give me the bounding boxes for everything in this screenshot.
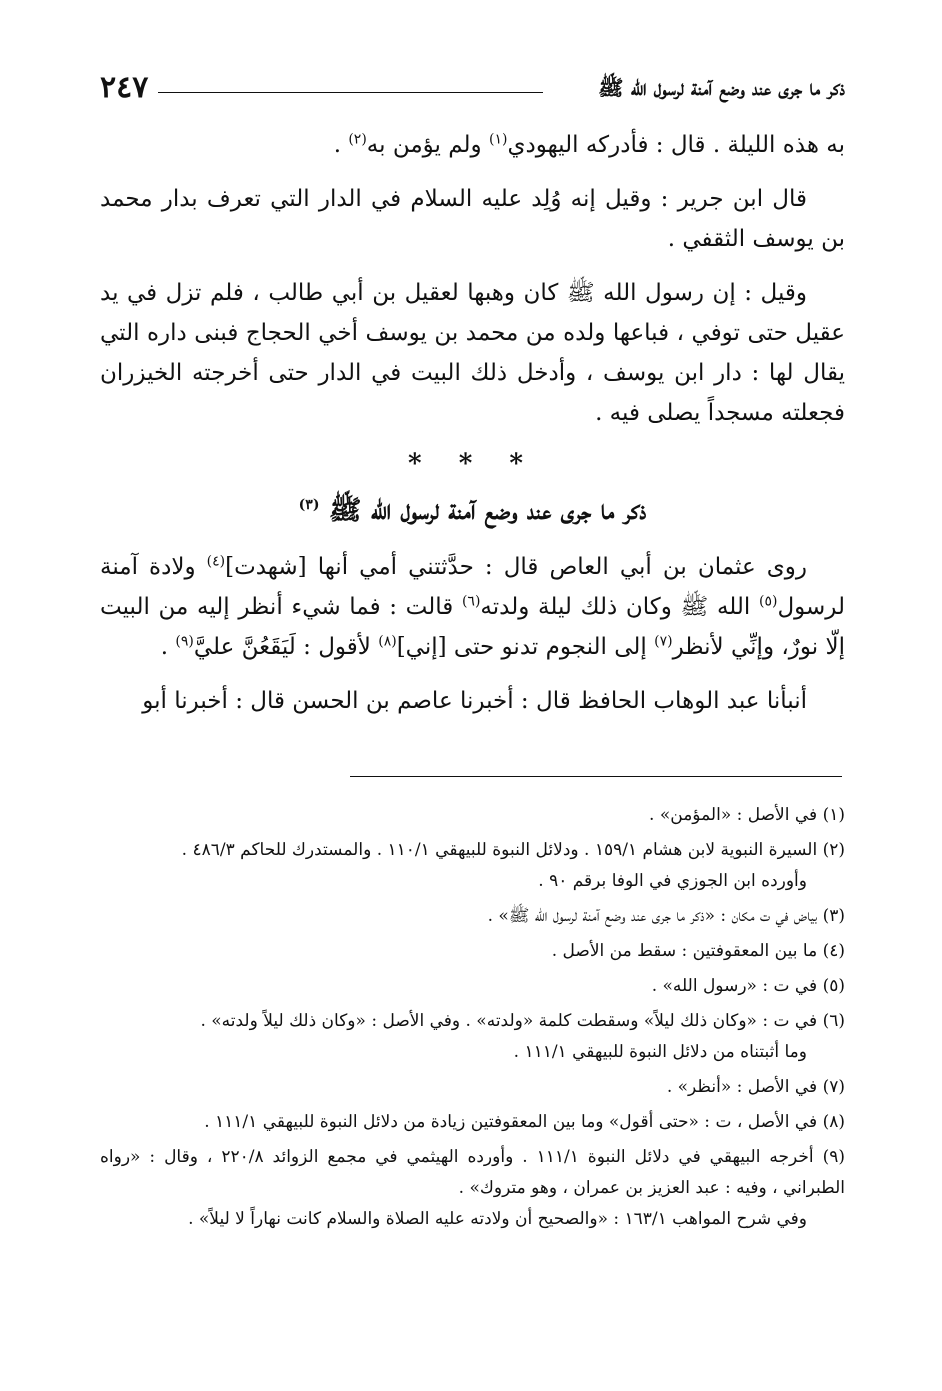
main-text [100, 125, 845, 735]
section-heading: ذكر ما جرى عند وضع آمنة لرسول الله ﷺ $^{(٣)}$ [298, 495, 647, 526]
footnote-5: (٥) في ت : «رسول الله» . [651, 976, 845, 996]
footnote-1: (١) في الأصل : «المؤمن» . [649, 805, 845, 825]
footnote-6-continuation: وما أثبتناه من دلائل النبوة للبيهقي ١١١/١ . [513, 1042, 807, 1062]
page-header [100, 68, 845, 108]
header-rule [158, 92, 543, 93]
footnote-ref-7: (٧) [654, 633, 673, 650]
footnote-6: (٦) في ت : «وكان ذلك ليلاً» وسقطت كلمة «ولدته» . وفي الأصل : «وكان ذلك ليلاً ولدته» . وما أثبتناه من دلائل النبوة للبيهقي ١١١/١ . [100, 1006, 845, 1068]
footnotes [100, 800, 845, 1239]
footnote-ref-6: (٦) [461, 593, 481, 610]
footnote-2-continuation: وأورده ابن الجوزي في الوفا برقم ٩٠ . [538, 871, 807, 891]
paragraph-4: روى عثمان بن أبي العاص قال : حدَّثتني أمي أنها [شهدت]$^{(٤)}$ ولادة آمنة لرسول$^{(٥)}$ الله ﷺ وكان ذلك ليلة ولدته$^{(٦)}$ قالت : فما شيء أنظر إليه من البيت إلّا نورٌ، وإنِّي لأنظر$^{(٧)}$ إلى النجوم تدنو حتى [إني]$^{(٨)}$ لأقول : لَيَقَعُنَّ عليَّ$^{(٩)}$ . [100, 553, 845, 660]
footnote-ref-8: (٨) [378, 633, 397, 650]
paragraph-3: وقيل : إن رسول الله ﷺ كان وهبها لعقيل بن أبي طالب ، فلم تزل في يد عقيل حتى توفي ، فباعها ولده من محمد بن يوسف أخي الحجاج فبنى داره التي يقال لها : دار ابن يوسف ، وأدخل ذلك البيت في الدار حتى أخرجته الخيزران فجعلته مسجداً يصلى فيه . [100, 280, 845, 426]
footnote-8: (٨) في الأصل ، ت : «حتى أقول» وما بين المعقوفتين زيادة من دلائل النبوة للبيهقي ١١١/١ . [204, 1112, 845, 1132]
footnote-9: (٩) أخرجه البيهقي في دلائل النبوة ١١١/١ . وأورده الهيثمي في مجمع الزوائد ٢٢٠/٨ ، وقال : «رواه الطبراني ، وفيه : عبد العزيز بن عمران ، وهو متروك» . وفي شرح المواهب ١٦٣/١ : «والصحيح أن ولادته عليه الصلاة والسلام كانت نهاراً لا ليلاً» . [100, 1142, 845, 1235]
paragraph-1: به هذه الليلة . قال : فأدركه اليهودي$^{(١)}$ ولم يؤمن به$^{(٢)}$ . [333, 131, 845, 158]
footnote-ref-3: (٣) [298, 497, 320, 513]
footnote-ref-2: (٢) [348, 131, 367, 148]
paragraph-2: قال ابن جرير : وقيل إنه وُلِد عليه السلام في الدار التي تعرف بدار محمد بن يوسف الثقفي . [100, 186, 845, 252]
footnote-ref-9: (٩) [175, 633, 194, 650]
footnote-ref-1: (١) [488, 131, 508, 148]
running-title: ذكر ما جرى عند وضع آمنة لرسول الله ﷺ [598, 75, 845, 100]
page-number: ٢٤٧ [100, 70, 149, 105]
footnote-ref-5: (٥) [758, 593, 778, 610]
footnote-2: (٢) السيرة النبوية لابن هشام ١٥٩/١ . ودلائل النبوة للبيهقي ١١٠/١ . والمستدرك للحاكم ٤٨٦/٣ . وأورده ابن الجوزي في الوفا برقم ٩٠ . [100, 835, 845, 897]
footnote-rule [350, 776, 842, 777]
footnote-7: (٧) في الأصل : «أنظر» . [666, 1077, 845, 1097]
paragraph-5: أنبأنا عبد الوهاب الحافظ قال : أخبرنا عاصم بن الحسن قال : أخبرنا أبو [142, 688, 807, 714]
footnote-9-continuation: وفي شرح المواهب ١٦٣/١ : «والصحيح أن ولادته عليه الصلاة والسلام كانت نهاراً لا ليلاً» . [188, 1209, 807, 1229]
section-separator: * * * [408, 449, 537, 479]
footnote-ref-4: (٤) [206, 553, 226, 570]
footnote-3: (٣) بياض في ت مكان : «ذكر ما جرى عند وضع آمنة لرسول الله ﷺ» . [487, 906, 845, 926]
footnote-4: (٤) ما بين المعقوفتين : سقط من الأصل . [551, 941, 845, 961]
